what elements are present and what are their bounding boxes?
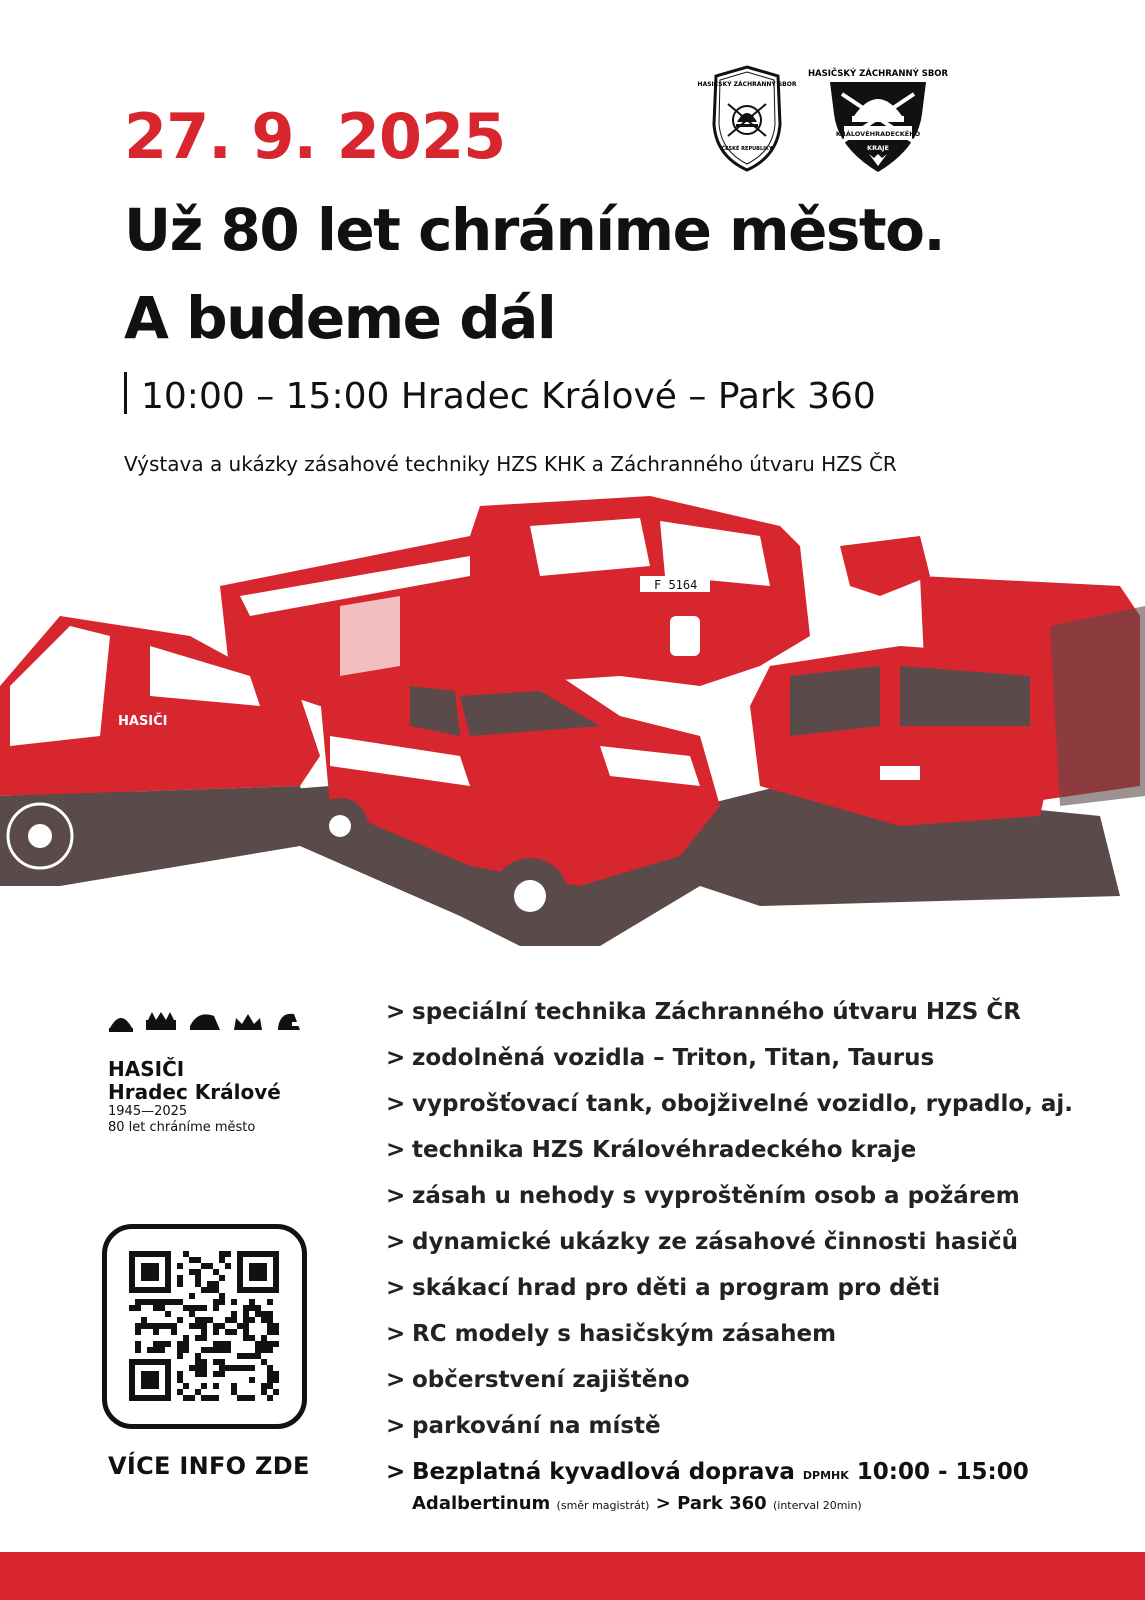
regional-fire-shield-icon — [807, 64, 949, 176]
feature-item — [386, 1090, 1086, 1136]
fire-rescue-emblem-icon — [697, 64, 797, 174]
feature-text: zásah u nehody s vyproštěním osob a požárem — [412, 1183, 1020, 1209]
feature-item — [386, 1320, 1086, 1366]
bullet-arrow: > — [386, 1275, 406, 1301]
qr-code-icon[interactable] — [107, 1229, 302, 1424]
feature-item — [386, 1136, 1086, 1182]
bullet-arrow: > — [386, 999, 406, 1025]
shuttle-to: Park 360 — [677, 1493, 767, 1514]
feature-text: speciální technika Záchranného útvaru HZS ČR — [412, 999, 1021, 1025]
shuttle-main-line — [386, 1458, 1029, 1490]
shield-text-bottom: KRAJE — [867, 144, 889, 152]
divider-bar — [124, 372, 127, 414]
shuttle-info — [386, 1458, 1029, 1520]
bullet-arrow: > — [386, 1413, 406, 1439]
shuttle-to-note: (interval 20min) — [772, 1499, 862, 1512]
feature-text: zodolněná vozidla – Triton, Titan, Taurus — [412, 1045, 935, 1071]
shuttle-label: Bezplatná kyvadlová doprava — [412, 1459, 795, 1485]
brand-block — [108, 1058, 281, 1136]
vehicle-label: HASIČI — [118, 714, 168, 729]
bullet-arrow: > — [386, 1321, 406, 1347]
helmet-side-icon — [188, 1010, 222, 1034]
bullet-arrow: > — [386, 1459, 406, 1485]
time-place-text: 10:00 – 15:00 Hradec Králové – Park 360 — [141, 376, 876, 417]
feature-text: dynamické ukázky ze zásahové činnosti hasičů — [412, 1229, 1018, 1255]
crown-cap-icon — [144, 1010, 178, 1034]
feature-text: skákací hrad pro děti a program pro děti — [412, 1275, 941, 1301]
feature-item — [386, 1366, 1086, 1412]
shuttle-operator: DPMHK — [802, 1469, 849, 1482]
qr-label: VÍCE INFO ZDE — [108, 1452, 310, 1480]
feature-text: vyprošťovací tank, obojživelné vozidlo, rypadlo, aj. — [412, 1091, 1074, 1117]
emblem-text-top: HASIČSKÝ ZÁCHRANNÝ SBOR — [697, 81, 797, 88]
shuttle-hours: 10:00 - 15:00 — [856, 1459, 1029, 1485]
qr-code-frame[interactable] — [102, 1224, 307, 1429]
feature-item — [386, 998, 1086, 1044]
brand-title: HASIČI — [108, 1057, 185, 1081]
bullet-arrow: > — [386, 1183, 406, 1209]
headline-line-2: A budeme dál — [124, 284, 556, 352]
feature-text: občerstvení zajištěno — [412, 1367, 690, 1393]
truck-plate: F 5164 — [654, 578, 698, 592]
shuttle-arrow: > — [655, 1493, 671, 1514]
feature-item — [386, 1412, 1086, 1458]
bullet-arrow: > — [386, 1229, 406, 1255]
brand-slogan: 80 let chráníme město — [108, 1120, 256, 1135]
brand-years: 1945—2025 — [108, 1104, 188, 1119]
fire-vehicles-illustration — [0, 486, 1145, 966]
time-and-place — [124, 372, 876, 417]
bullet-arrow: > — [386, 1137, 406, 1163]
event-date: 27. 9. 2025 — [124, 100, 506, 173]
features-list — [386, 998, 1086, 1458]
emblem-text-bottom: ČESKÉ REPUBLIKY — [721, 146, 773, 152]
shuttle-from: Adalbertinum — [412, 1493, 551, 1514]
helmet-icon — [108, 1010, 134, 1034]
bullet-arrow: > — [386, 1367, 406, 1393]
shuttle-from-note: (směr magistrát) — [556, 1499, 650, 1512]
shield-text-middle: KRÁLOVÉHRADECKÉHO — [835, 130, 921, 138]
feature-text: technika HZS Královéhradeckého kraje — [412, 1137, 917, 1163]
feature-item — [386, 1274, 1086, 1320]
feature-text: RC modely s hasičským zásahem — [412, 1321, 837, 1347]
brand-icons — [108, 1010, 304, 1034]
feature-item — [386, 1182, 1086, 1228]
bullet-arrow: > — [386, 1045, 406, 1071]
headline-line-1: Už 80 let chráníme město. — [124, 196, 945, 264]
feature-item — [386, 1228, 1086, 1274]
bottom-accent-bar — [0, 1552, 1145, 1600]
feature-item — [386, 1044, 1086, 1090]
subtitle: Výstava a ukázky zásahové techniky HZS KHK a Záchranného útvaru HZS ČR — [124, 452, 897, 476]
shield-text-top: HASIČSKÝ ZÁCHRANNÝ SBOR — [807, 69, 949, 79]
feature-text: parkování na místě — [412, 1413, 661, 1439]
brand-city: Hradec Králové — [108, 1080, 281, 1104]
helmet-profile-icon — [274, 1010, 304, 1034]
crown-icon — [232, 1010, 264, 1034]
bullet-arrow: > — [386, 1091, 406, 1117]
shuttle-route — [412, 1490, 1029, 1520]
